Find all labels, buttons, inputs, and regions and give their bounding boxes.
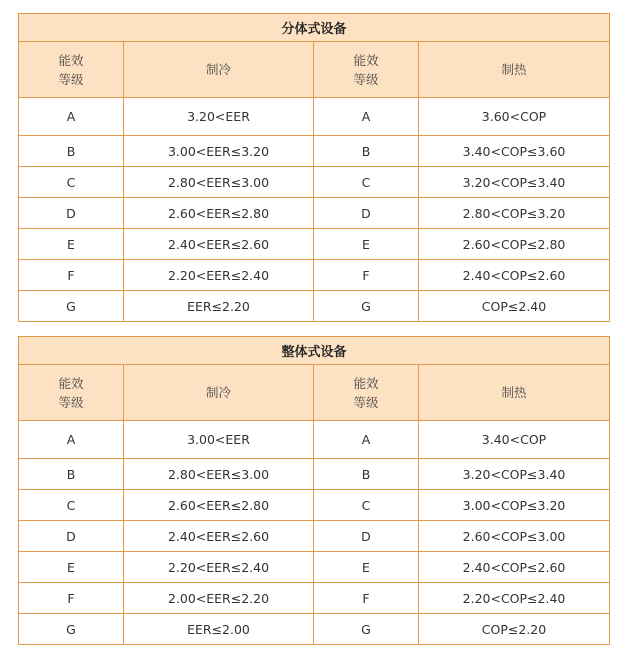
cooling-cell: 3.20<EER xyxy=(124,98,314,136)
grade-header-line2: 等级 xyxy=(353,71,379,87)
heating-cell: 3.00<COP≤3.20 xyxy=(419,490,610,521)
grade-cell: A xyxy=(314,98,419,136)
grade-cell: E xyxy=(314,229,419,260)
heating-cell: 2.60<COP≤2.80 xyxy=(419,229,610,260)
heating-cell: 2.20<COP≤2.40 xyxy=(419,583,610,614)
heating-cell: 3.40<COP xyxy=(419,421,610,459)
grade-cell: F xyxy=(314,583,419,614)
table-row xyxy=(19,136,610,167)
heating-cell: 3.60<COP xyxy=(419,98,610,136)
cooling-cell: 2.60<EER≤2.80 xyxy=(124,198,314,229)
cooling-cell: 2.40<EER≤2.60 xyxy=(124,521,314,552)
table-row xyxy=(19,291,610,322)
grade-header-cooling xyxy=(19,42,124,98)
grade-header-line1: 能效 xyxy=(353,52,379,68)
grade-header-line1: 能效 xyxy=(58,52,84,68)
table-row xyxy=(19,552,610,583)
grade-cell: C xyxy=(314,167,419,198)
heating-cell: 2.60<COP≤3.00 xyxy=(419,521,610,552)
grade-cell: D xyxy=(19,198,124,229)
grade-header-line2: 等级 xyxy=(353,394,379,410)
grade-cell: C xyxy=(19,490,124,521)
grade-header-heating xyxy=(314,365,419,421)
grade-cell: C xyxy=(314,490,419,521)
grade-cell: C xyxy=(19,167,124,198)
table-row xyxy=(19,198,610,229)
cooling-cell: 2.00<EER≤2.20 xyxy=(124,583,314,614)
heating-cell: COP≤2.40 xyxy=(419,291,610,322)
heating-cell: 2.80<COP≤3.20 xyxy=(419,198,610,229)
grade-cell: G xyxy=(314,291,419,322)
cooling-cell: EER≤2.00 xyxy=(124,614,314,645)
cooling-cell: 3.00<EER≤3.20 xyxy=(124,136,314,167)
table-title: 分体式设备 xyxy=(19,14,610,42)
split-equipment-table xyxy=(18,13,610,322)
grade-header-heating xyxy=(314,42,419,98)
cooling-cell: 2.60<EER≤2.80 xyxy=(124,490,314,521)
cooling-cell: 2.20<EER≤2.40 xyxy=(124,260,314,291)
cooling-header: 制冷 xyxy=(124,42,314,98)
cooling-cell: 2.40<EER≤2.60 xyxy=(124,229,314,260)
grade-header-line2: 等级 xyxy=(58,71,84,87)
cooling-cell: 2.80<EER≤3.00 xyxy=(124,167,314,198)
table-row xyxy=(19,98,610,136)
cooling-cell: EER≤2.20 xyxy=(124,291,314,322)
grade-header-cooling xyxy=(19,365,124,421)
table-row xyxy=(19,421,610,459)
grade-cell: D xyxy=(314,521,419,552)
grade-cell: E xyxy=(314,552,419,583)
table-title: 整体式设备 xyxy=(19,337,610,365)
table-row xyxy=(19,167,610,198)
integral-equipment-table xyxy=(18,336,610,645)
cooling-cell: 2.20<EER≤2.40 xyxy=(124,552,314,583)
grade-cell: A xyxy=(19,421,124,459)
grade-cell: D xyxy=(19,521,124,552)
cooling-cell: 3.00<EER xyxy=(124,421,314,459)
cooling-header: 制冷 xyxy=(124,365,314,421)
grade-cell: A xyxy=(314,421,419,459)
heating-header: 制热 xyxy=(419,365,610,421)
cooling-cell: 2.80<EER≤3.00 xyxy=(124,459,314,490)
grade-header-line1: 能效 xyxy=(353,375,379,391)
grade-cell: A xyxy=(19,98,124,136)
grade-cell: G xyxy=(19,614,124,645)
table-row xyxy=(19,583,610,614)
grade-cell: G xyxy=(19,291,124,322)
grade-cell: B xyxy=(19,136,124,167)
grade-cell: B xyxy=(314,459,419,490)
grade-cell: B xyxy=(19,459,124,490)
table-row xyxy=(19,229,610,260)
heating-cell: 2.40<COP≤2.60 xyxy=(419,552,610,583)
heating-header: 制热 xyxy=(419,42,610,98)
heating-cell: 3.20<COP≤3.40 xyxy=(419,459,610,490)
grade-cell: F xyxy=(19,583,124,614)
table-row xyxy=(19,260,610,291)
heating-cell: 2.40<COP≤2.60 xyxy=(419,260,610,291)
heating-cell: COP≤2.20 xyxy=(419,614,610,645)
table-row xyxy=(19,459,610,490)
grade-cell: F xyxy=(19,260,124,291)
table-row xyxy=(19,521,610,552)
grade-cell: D xyxy=(314,198,419,229)
heating-cell: 3.20<COP≤3.40 xyxy=(419,167,610,198)
grade-cell: G xyxy=(314,614,419,645)
heating-cell: 3.40<COP≤3.60 xyxy=(419,136,610,167)
grade-cell: E xyxy=(19,552,124,583)
grade-header-line2: 等级 xyxy=(58,394,84,410)
grade-cell: E xyxy=(19,229,124,260)
table-row xyxy=(19,614,610,645)
grade-cell: B xyxy=(314,136,419,167)
grade-cell: F xyxy=(314,260,419,291)
grade-header-line1: 能效 xyxy=(58,375,84,391)
table-row xyxy=(19,490,610,521)
